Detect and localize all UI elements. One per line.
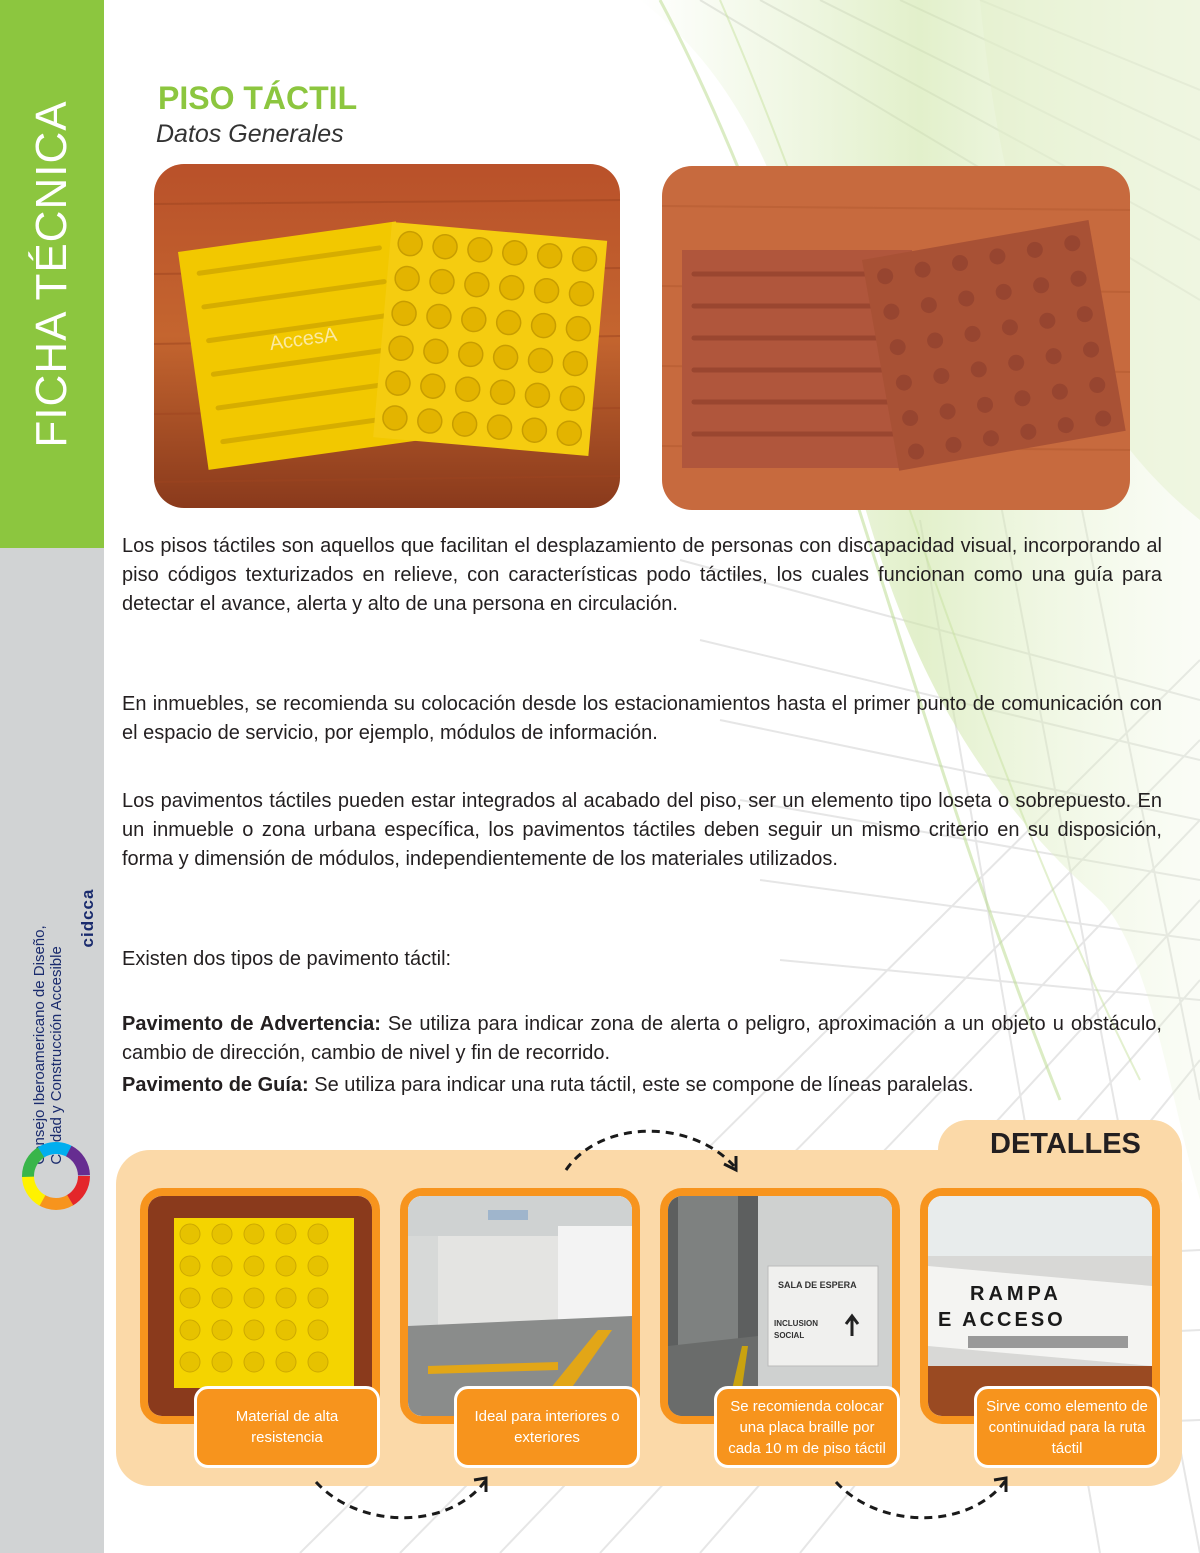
detail-caption-4: Sirve como elemento de continuidad para la ruta táctil	[974, 1386, 1160, 1468]
organization-abbr: cidcca	[78, 888, 97, 948]
sign-acceso: E ACCESO	[938, 1309, 1066, 1331]
page-title: PISO TÁCTIL	[158, 80, 358, 116]
organization-logo-icon	[20, 1140, 92, 1212]
sign-inclusion: INCLUSION	[774, 1319, 818, 1328]
sign-rampa: RAMPA	[970, 1283, 1062, 1305]
organization-line-2: Ciudad y Construcción Accesible	[48, 946, 65, 1165]
detail-caption-3: Se recomienda colocar una placa braille por cada 10 m de piso táctil	[714, 1386, 900, 1468]
type-guia-label: Pavimento de Guía:	[122, 1074, 309, 1096]
detail-caption-2: Ideal para interiores o exteriores	[454, 1386, 640, 1468]
sidebar-green-band	[0, 0, 104, 548]
type-advertencia-label: Pavimento de Advertencia:	[122, 1013, 381, 1035]
paragraph-3: Los pavimentos táctiles pueden estar integrados al acabado del piso, ser un elemento tipo loseta o sobrepuesto. En un inmueble o zona urbana específica, los pavimentos táctiles deben seguir un mismo criterio en su disposición, forma y dimensión de módulos, independientemente de los materiales utilizados.	[122, 790, 1162, 870]
tile-logo-text: AccesA	[268, 323, 339, 356]
organization-name	[31, 925, 65, 1164]
red-tiles-photo	[662, 166, 1130, 510]
vertical-title: FICHA TÉCNICA	[27, 100, 76, 448]
organization-line-1: Consejo Iberoamericano de Diseño,	[31, 925, 48, 1165]
type-guia-text: Se utiliza para indicar una ruta táctil, este se compone de líneas paralelas.	[308, 1074, 974, 1096]
paragraph-2: En inmuebles, se recomienda su colocación desde los estacionamientos hasta el primer punto de comunicación con el espacio de servicio, por ejemplo, módulos de información.	[122, 693, 1162, 744]
type-guia	[122, 1071, 1162, 1100]
paragraph-1: Los pisos táctiles son aquellos que facilitan el desplazamiento de personas con discapacidad visual, incorporando al piso códigos texturizados en relieve, con características podo táctiles, los cuales funcionan como una guía para detectar el avance, alerta y alto de una persona en circulación.	[122, 535, 1162, 615]
details-title: DETALLES	[990, 1128, 1141, 1160]
detail-caption-1: Material de alta resistencia	[194, 1386, 380, 1468]
yellow-tiles-photo	[154, 164, 620, 508]
dashed-arrow-icon	[830, 1470, 1020, 1530]
sign-social: SOCIAL	[774, 1331, 805, 1340]
dashed-arrow-icon	[560, 1120, 750, 1180]
page-subtitle: Datos Generales	[156, 120, 344, 148]
dashed-arrow-icon	[310, 1470, 500, 1530]
sign-sala-espera: SALA DE ESPERA	[778, 1280, 857, 1290]
type-advertencia-text: Se utiliza para indicar zona de alerta o peligro, aproximación a un objeto u obstáculo, cambio de dirección, cambio de nivel y fin de recorrido.	[122, 1013, 1162, 1064]
type-advertencia	[122, 1010, 1162, 1068]
paragraph-4: Existen dos tipos de pavimento táctil:	[122, 948, 452, 970]
